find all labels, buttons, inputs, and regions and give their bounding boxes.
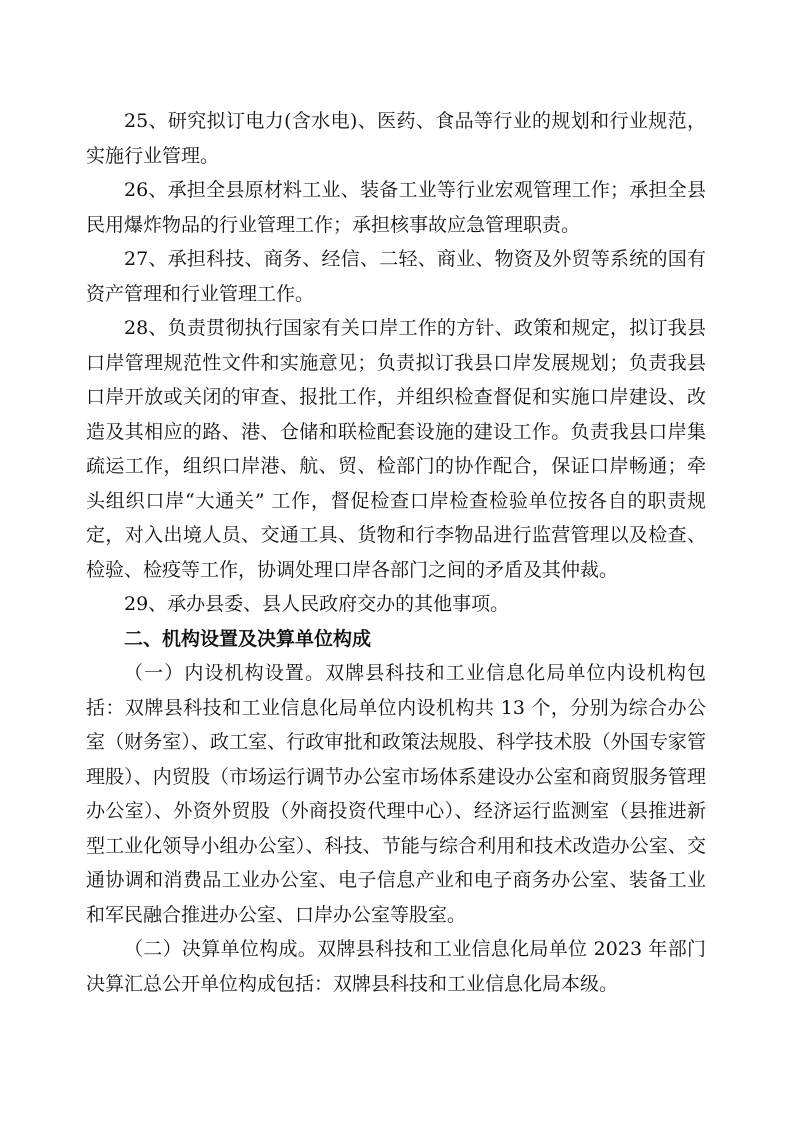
paragraph-item-25: 25、研究拟订电力(含水电)、医药、食品等行业的规划和行业规范，实施行业管理。	[86, 110, 706, 167]
section-heading: 二、机构设置及决算单位构成	[124, 627, 372, 650]
paragraph-item-26: 26、承担全县原材料工业、装备工业等行业宏观管理工作；承担全县民用爆炸物品的行业管理工作；承担核事故应急管理职责。	[86, 179, 706, 236]
paragraph-item-27: 27、承担科技、商务、经信、二轻、商业、物资及外贸等系统的国有资产管理和行业管理工作。	[86, 248, 706, 305]
paragraph-item-28: 28、负责贯彻执行国家有关口岸工作的方针、政策和规定，拟订我县口岸管理规范性文件和实施意见；负责拟订我县口岸发展规划；负责我县口岸开放或关闭的审查、报批工作，并组织检查督促和实施口岸建设、改造及其相应的路、港、仓储和联检配套设施的建设工作。负责我县口岸集疏运工作，组织口岸港、航、贸、检部门的协作配合，保证口岸畅通；牵头组织口岸“大通关” 工作，督促检查口岸检查检验单位按各自的职责规定，对入出境人员、交通工具、货物和行李物品进行监营管理以及检查、检验、检疫等工作，协调处理口岸各部门之间的矛盾及其仲裁。	[86, 317, 706, 581]
paragraph-item-29: 29、承办县委、县人民政府交办的其他事项。	[124, 593, 510, 615]
paragraph-final-accounts-units: （二）决算单位构成。双牌县科技和工业信息化局单位 2023 年部门决算汇总公开单位构成包括：双牌县科技和工业信息化局本级。	[86, 938, 706, 995]
paragraph-internal-structure: （一）内设机构设置。双牌县科技和工业信息化局单位内设机构包括：双牌县科技和工业信息化局单位内设机构共 13 个，分别为综合办公室（财务室）、政工室、行政审批和政策法规股、科学技术股（外国专家管理股）、内贸股（市场运行调节办公室市场体系建设办公室和商贸服务管理办公室）、外资外贸股（外商投资代理中心）、经济运行监测室（县推进新型工业化领导小组办公室）、科技、节能与综合利用和技术改造办公室、交通协调和消费品工业办公室、电子信息产业和电子商务办公室、装备工业和军民融合推进办公室、口岸办公室等股室。	[86, 662, 706, 926]
document-body	[86, 104, 706, 1001]
